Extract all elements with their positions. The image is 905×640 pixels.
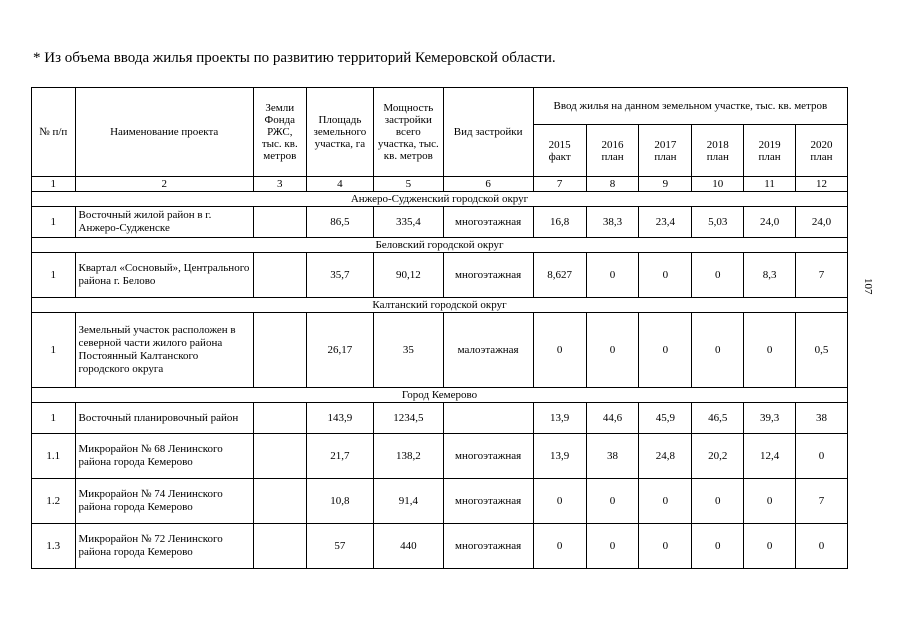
cell-type: малоэтажная <box>443 313 533 388</box>
cell-type: многоэтажная <box>443 253 533 298</box>
column-number: 7 <box>533 177 586 192</box>
cell-value: 0 <box>639 479 692 524</box>
cell-capacity: 335,4 <box>374 207 443 238</box>
cell-value: 44,6 <box>586 403 639 434</box>
cell-value: 0 <box>586 524 639 569</box>
cell-capacity: 138,2 <box>374 434 443 479</box>
cell-land <box>253 403 306 434</box>
cell-value: 16,8 <box>533 207 586 238</box>
cell-capacity: 1234,5 <box>374 403 443 434</box>
cell-value: 0 <box>692 524 744 569</box>
header-name: Наименование проекта <box>75 88 253 177</box>
cell-num: 1 <box>32 253 76 298</box>
cell-value: 38,3 <box>586 207 639 238</box>
cell-name: Микрорайон № 68 Ленинского района города Кемерово <box>75 434 253 479</box>
cell-value: 0 <box>796 434 848 479</box>
header-housing-input: Ввод жилья на данном земельном участке, тыс. кв. метров <box>533 88 847 125</box>
column-numbers-row <box>32 177 848 192</box>
cell-value: 8,3 <box>744 253 796 298</box>
cell-value: 0 <box>744 524 796 569</box>
cell-value: 0 <box>744 313 796 388</box>
header-year: 2019 план <box>744 125 796 177</box>
cell-value: 7 <box>796 253 848 298</box>
column-number: 8 <box>586 177 639 192</box>
cell-type: многоэтажная <box>443 207 533 238</box>
cell-value: 13,9 <box>533 434 586 479</box>
column-number: 9 <box>639 177 692 192</box>
cell-name: Восточный планировочный район <box>75 403 253 434</box>
cell-area: 26,17 <box>306 313 373 388</box>
table-row <box>32 253 848 298</box>
page-number: 107 <box>862 278 874 295</box>
cell-value: 0 <box>586 313 639 388</box>
table-row <box>32 524 848 569</box>
cell-value: 24,0 <box>744 207 796 238</box>
cell-value: 0 <box>796 524 848 569</box>
cell-land <box>253 313 306 388</box>
column-number: 12 <box>796 177 848 192</box>
cell-value: 38 <box>796 403 848 434</box>
cell-value: 24,0 <box>796 207 848 238</box>
cell-num: 1.1 <box>32 434 76 479</box>
cell-value: 23,4 <box>639 207 692 238</box>
housing-projects-table <box>31 87 848 569</box>
cell-num: 1 <box>32 207 76 238</box>
section-title: Беловский городской округ <box>32 238 848 253</box>
cell-value: 0 <box>586 479 639 524</box>
cell-num: 1 <box>32 403 76 434</box>
header-year: 2020 план <box>796 125 848 177</box>
cell-num: 1.3 <box>32 524 76 569</box>
cell-value: 0 <box>744 479 796 524</box>
column-number: 10 <box>692 177 744 192</box>
cell-value: 0 <box>692 253 744 298</box>
column-number: 4 <box>306 177 373 192</box>
section-title: Калтанский городской округ <box>32 298 848 313</box>
cell-value: 39,3 <box>744 403 796 434</box>
cell-value: 0 <box>533 524 586 569</box>
cell-name: Микрорайон № 74 Ленинского района города Кемерово <box>75 479 253 524</box>
cell-value: 8,627 <box>533 253 586 298</box>
column-number: 3 <box>253 177 306 192</box>
cell-value: 20,2 <box>692 434 744 479</box>
column-number: 2 <box>75 177 253 192</box>
header-year: 2015 факт <box>533 125 586 177</box>
header-capacity: Мощность застройки всего участка, тыс. кв. метров <box>374 88 443 177</box>
cell-value: 0 <box>692 313 744 388</box>
header-num: № п/п <box>32 88 76 177</box>
cell-value: 24,8 <box>639 434 692 479</box>
cell-type <box>443 403 533 434</box>
table-row <box>32 207 848 238</box>
cell-area: 57 <box>306 524 373 569</box>
cell-area: 10,8 <box>306 479 373 524</box>
column-number: 5 <box>374 177 443 192</box>
cell-type: многоэтажная <box>443 434 533 479</box>
cell-value: 0 <box>533 313 586 388</box>
header-year: 2016 план <box>586 125 639 177</box>
cell-capacity: 35 <box>374 313 443 388</box>
cell-value: 13,9 <box>533 403 586 434</box>
table-row <box>32 434 848 479</box>
cell-num: 1 <box>32 313 76 388</box>
cell-value: 7 <box>796 479 848 524</box>
cell-value: 0 <box>692 479 744 524</box>
cell-value: 45,9 <box>639 403 692 434</box>
column-number: 6 <box>443 177 533 192</box>
header-year: 2017 план <box>639 125 692 177</box>
cell-value: 38 <box>586 434 639 479</box>
cell-capacity: 440 <box>374 524 443 569</box>
section-title: Город Кемерово <box>32 388 848 403</box>
cell-value: 46,5 <box>692 403 744 434</box>
column-number: 11 <box>744 177 796 192</box>
cell-num: 1.2 <box>32 479 76 524</box>
cell-area: 21,7 <box>306 434 373 479</box>
cell-capacity: 91,4 <box>374 479 443 524</box>
header-land: Земли Фонда РЖС, тыс. кв. метров <box>253 88 306 177</box>
cell-name: Восточный жилой район в г. Анжеро-Судженске <box>75 207 253 238</box>
cell-area: 86,5 <box>306 207 373 238</box>
cell-name: Квартал «Сосновый», Центрального района г. Белово <box>75 253 253 298</box>
cell-capacity: 90,12 <box>374 253 443 298</box>
table-row <box>32 479 848 524</box>
cell-land <box>253 207 306 238</box>
footnote: * Из объема ввода жилья проекты по развитию территорий Кемеровской области. <box>33 50 556 66</box>
cell-name: Микрорайон № 72 Ленинского района города Кемерово <box>75 524 253 569</box>
cell-area: 143,9 <box>306 403 373 434</box>
cell-name: Земельный участок расположен в северной части жилого района Постоянный Калтанского городского округа <box>75 313 253 388</box>
cell-area: 35,7 <box>306 253 373 298</box>
cell-value: 5,03 <box>692 207 744 238</box>
cell-value: 0 <box>586 253 639 298</box>
table-row <box>32 403 848 434</box>
cell-land <box>253 434 306 479</box>
cell-value: 0 <box>639 524 692 569</box>
cell-type: многоэтажная <box>443 524 533 569</box>
section-title: Анжеро-Судженский городской округ <box>32 192 848 207</box>
cell-value: 0 <box>639 253 692 298</box>
header-area: Площадь земельного участка, га <box>306 88 373 177</box>
cell-value: 0,5 <box>796 313 848 388</box>
header-type: Вид застройки <box>443 88 533 177</box>
cell-value: 12,4 <box>744 434 796 479</box>
cell-land <box>253 479 306 524</box>
header-year: 2018 план <box>692 125 744 177</box>
cell-value: 0 <box>533 479 586 524</box>
cell-type: многоэтажная <box>443 479 533 524</box>
cell-land <box>253 253 306 298</box>
cell-land <box>253 524 306 569</box>
cell-value: 0 <box>639 313 692 388</box>
column-number: 1 <box>32 177 76 192</box>
table-row <box>32 313 848 388</box>
